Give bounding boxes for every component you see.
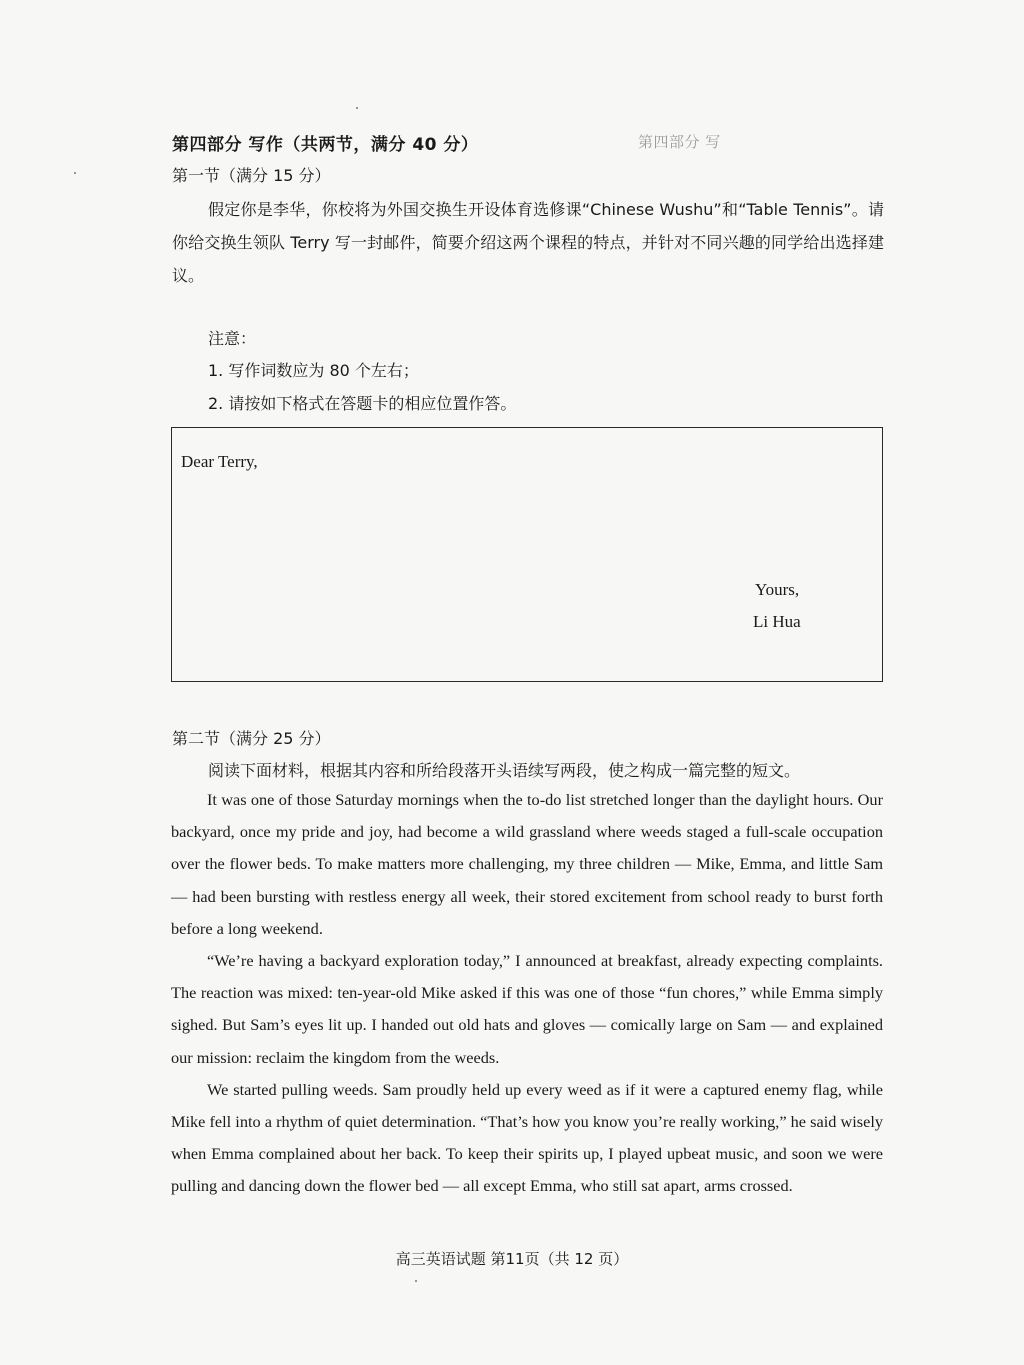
story-paragraph: We started pulling weeds. Sam proudly held up every weed as if it were a captured enemy flag, while Mike fell into a rhythm of quiet determination. “That’s how you know you’re really working,” he said wisely when Emma complained about her back. To keep their spirits up, I played upbeat music, and soon we were pulling and dancing down the flower bed — all except Emma, who still sat apart, arms crossed. xyxy=(171,1079,883,1196)
writing-task-prompt: 假定你是李华，你校将为外国交换生开设体育选修课“Chinese Wushu”和“Table Tennis”。请你给交换生领队 Terry 写一封邮件，简要介绍这两个课程的特点，并针对不同兴趣的同学给出选择建议。 xyxy=(172,200,884,285)
notes-title: 注意： xyxy=(208,329,257,348)
story-passage xyxy=(171,784,883,1203)
letter-signature: Li Hua xyxy=(753,612,801,631)
story-paragraph: It was one of those Saturday mornings when the to-do list stretched longer than the daylight hours. Our backyard, once my pride and joy, had become a wild grassland where weeds staged a full-scale occupation over the flower beds. To make matters more challenging, my three children — Mike, Emma, and little Sam — had been bursting with restless energy all week, their stored excitement from school ready to burst forth before a long weekend. xyxy=(171,790,883,938)
bleed-through-text: 第四部分 写 xyxy=(638,133,721,151)
letter-closing: Yours, xyxy=(755,580,800,599)
section-one-heading: 第一节（满分 15 分） xyxy=(172,166,331,185)
note-item: 2. 请按如下格式在答题卡的相应位置作答。 xyxy=(208,394,517,413)
scan-speck xyxy=(74,172,76,174)
page-footer: 高三英语试题 第11页（共 12 页） xyxy=(395,1250,629,1268)
note-item: 1. 写作词数应为 80 个左右； xyxy=(208,361,419,380)
part-four-heading: 第四部分 写作（共两节，满分 40 分） xyxy=(172,135,479,155)
letter-greeting: Dear Terry, xyxy=(181,452,258,471)
continuation-instruction: 阅读下面材料，根据其内容和所给段落开头语续写两段，使之构成一篇完整的短文。 xyxy=(208,761,801,780)
story-paragraph: “We’re having a backyard exploration today,” I announced at breakfast, already expecting complaints. The reaction was mixed: ten-year-old Mike asked if this was one of those “fun chores,” while Emma simply sighed. But Sam’s eyes lit up. I handed out old hats and gloves — comically large on Sam — and explained our mission: reclaim the kingdom from the weeds. xyxy=(171,951,883,1067)
scan-speck xyxy=(415,1280,417,1282)
letter-format-box xyxy=(171,427,883,682)
scan-speck xyxy=(356,107,358,109)
section-two-heading: 第二节（满分 25 分） xyxy=(172,729,331,748)
